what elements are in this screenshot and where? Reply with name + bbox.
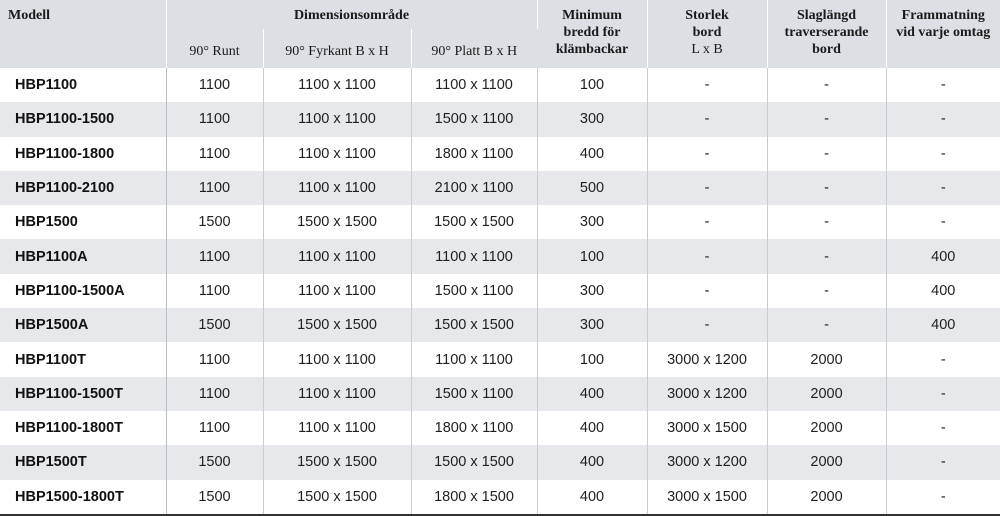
header-fram-line2: vid varje omtag	[896, 25, 991, 40]
cell-storlek: -	[647, 137, 767, 171]
cell-model: HBP1100-1500A	[0, 274, 166, 308]
cell-frammatning: -	[886, 171, 1000, 205]
cell-slaglangd: 2000	[767, 377, 886, 411]
table-body	[0, 68, 1000, 515]
cell-fyrkant: 1500 x 1500	[263, 308, 411, 342]
table-header	[0, 0, 1000, 68]
cell-platt: 1500 x 1500	[411, 205, 537, 239]
table-row	[0, 308, 1000, 342]
cell-slaglangd: -	[767, 102, 886, 136]
cell-frammatning: 400	[886, 239, 1000, 273]
cell-minimum: 400	[537, 445, 647, 479]
cell-storlek: 3000 x 1200	[647, 377, 767, 411]
cell-platt: 1500 x 1100	[411, 102, 537, 136]
cell-minimum: 400	[537, 377, 647, 411]
cell-runt: 1100	[166, 137, 263, 171]
header-model: Modell	[0, 0, 166, 68]
cell-platt: 1100 x 1100	[411, 68, 537, 102]
cell-minimum: 100	[537, 342, 647, 376]
cell-model: HBP1100T	[0, 342, 166, 376]
cell-fyrkant: 1100 x 1100	[263, 411, 411, 445]
cell-slaglangd: -	[767, 68, 886, 102]
cell-runt: 1100	[166, 68, 263, 102]
header-platt: 90° Platt B x H	[411, 29, 537, 68]
cell-frammatning: 400	[886, 274, 1000, 308]
cell-slaglangd: -	[767, 239, 886, 273]
header-fram-line1: Frammatning	[901, 8, 985, 23]
header-slag-line1: Slaglängd	[796, 8, 857, 23]
cell-fyrkant: 1100 x 1100	[263, 102, 411, 136]
cell-frammatning: -	[886, 137, 1000, 171]
cell-fyrkant: 1100 x 1100	[263, 274, 411, 308]
cell-platt: 1500 x 1500	[411, 445, 537, 479]
header-storlek-line1: Storlek	[685, 8, 729, 23]
cell-model: HBP1500A	[0, 308, 166, 342]
cell-fyrkant: 1500 x 1500	[263, 445, 411, 479]
cell-slaglangd: 2000	[767, 411, 886, 445]
cell-minimum: 300	[537, 102, 647, 136]
cell-model: HBP1500T	[0, 445, 166, 479]
cell-runt: 1100	[166, 411, 263, 445]
cell-minimum: 300	[537, 205, 647, 239]
header-slaglangd	[767, 0, 886, 68]
cell-model: HBP1100A	[0, 239, 166, 273]
cell-storlek: -	[647, 171, 767, 205]
table-row	[0, 445, 1000, 479]
cell-frammatning: -	[886, 68, 1000, 102]
cell-slaglangd: 2000	[767, 342, 886, 376]
cell-model: HBP1100-1500	[0, 102, 166, 136]
cell-runt: 1500	[166, 480, 263, 515]
cell-slaglangd: -	[767, 205, 886, 239]
cell-storlek: 3000 x 1500	[647, 411, 767, 445]
header-slag-line2: traverserande	[784, 25, 869, 40]
cell-slaglangd: 2000	[767, 480, 886, 515]
cell-runt: 1100	[166, 102, 263, 136]
cell-platt: 1100 x 1100	[411, 239, 537, 273]
header-minimum-line1: Minimum	[562, 8, 622, 23]
cell-fyrkant: 1100 x 1100	[263, 68, 411, 102]
cell-platt: 1500 x 1100	[411, 377, 537, 411]
cell-fyrkant: 1100 x 1100	[263, 239, 411, 273]
cell-storlek: -	[647, 205, 767, 239]
table-row	[0, 205, 1000, 239]
cell-runt: 1500	[166, 205, 263, 239]
cell-fyrkant: 1500 x 1500	[263, 205, 411, 239]
cell-platt: 1800 x 1100	[411, 137, 537, 171]
cell-minimum: 100	[537, 239, 647, 273]
cell-platt: 1800 x 1100	[411, 411, 537, 445]
cell-frammatning: -	[886, 445, 1000, 479]
cell-minimum: 400	[537, 480, 647, 515]
header-storlek	[647, 0, 767, 68]
cell-slaglangd: -	[767, 308, 886, 342]
table-row	[0, 239, 1000, 273]
cell-fyrkant: 1100 x 1100	[263, 377, 411, 411]
header-minimum	[537, 0, 647, 68]
cell-model: HBP1100-1800T	[0, 411, 166, 445]
cell-slaglangd: 2000	[767, 445, 886, 479]
header-minimum-line3: klämbackar	[555, 42, 629, 57]
cell-storlek: 3000 x 1200	[647, 445, 767, 479]
cell-minimum: 300	[537, 308, 647, 342]
cell-frammatning: -	[886, 377, 1000, 411]
table-row	[0, 377, 1000, 411]
cell-runt: 1100	[166, 342, 263, 376]
cell-platt: 1500 x 1500	[411, 308, 537, 342]
cell-fyrkant: 1500 x 1500	[263, 480, 411, 515]
cell-frammatning: -	[886, 480, 1000, 515]
header-slag-line3: bord	[812, 42, 841, 57]
cell-minimum: 300	[537, 274, 647, 308]
cell-runt: 1500	[166, 445, 263, 479]
cell-frammatning: -	[886, 102, 1000, 136]
cell-fyrkant: 1100 x 1100	[263, 171, 411, 205]
cell-fyrkant: 1100 x 1100	[263, 342, 411, 376]
cell-platt: 1500 x 1100	[411, 274, 537, 308]
table-row	[0, 171, 1000, 205]
table-row	[0, 411, 1000, 445]
cell-slaglangd: -	[767, 137, 886, 171]
cell-fyrkant: 1100 x 1100	[263, 137, 411, 171]
cell-model: HBP1100-1500T	[0, 377, 166, 411]
table-row	[0, 68, 1000, 102]
cell-runt: 1100	[166, 377, 263, 411]
table-row	[0, 342, 1000, 376]
cell-storlek: -	[647, 308, 767, 342]
table-row	[0, 480, 1000, 515]
cell-slaglangd: -	[767, 274, 886, 308]
cell-frammatning: -	[886, 342, 1000, 376]
cell-storlek: 3000 x 1200	[647, 342, 767, 376]
cell-runt: 1100	[166, 274, 263, 308]
cell-model: HBP1500	[0, 205, 166, 239]
cell-model: HBP1100-1800	[0, 137, 166, 171]
header-dimension-group: Dimensionsområde	[166, 0, 537, 29]
cell-platt: 1800 x 1500	[411, 480, 537, 515]
cell-model: HBP1100-2100	[0, 171, 166, 205]
cell-model: HBP1100	[0, 68, 166, 102]
cell-minimum: 500	[537, 171, 647, 205]
cell-platt: 1100 x 1100	[411, 342, 537, 376]
cell-runt: 1500	[166, 308, 263, 342]
cell-minimum: 400	[537, 411, 647, 445]
header-fyrkant: 90° Fyrkant B x H	[263, 29, 411, 68]
table-row	[0, 102, 1000, 136]
cell-storlek: 3000 x 1500	[647, 480, 767, 515]
cell-slaglangd: -	[767, 171, 886, 205]
header-storlek-line3: L x B	[691, 42, 723, 57]
cell-runt: 1100	[166, 239, 263, 273]
header-storlek-line2: bord	[692, 25, 722, 40]
cell-runt: 1100	[166, 171, 263, 205]
cell-model: HBP1500-1800T	[0, 480, 166, 515]
header-frammatning	[886, 0, 1000, 68]
cell-minimum: 100	[537, 68, 647, 102]
table-row	[0, 274, 1000, 308]
cell-storlek: -	[647, 274, 767, 308]
header-minimum-line2: bredd för	[563, 25, 621, 40]
cell-platt: 2100 x 1100	[411, 171, 537, 205]
cell-storlek: -	[647, 68, 767, 102]
cell-minimum: 400	[537, 137, 647, 171]
table-row	[0, 137, 1000, 171]
cell-frammatning: -	[886, 411, 1000, 445]
cell-storlek: -	[647, 239, 767, 273]
cell-frammatning: 400	[886, 308, 1000, 342]
cell-storlek: -	[647, 102, 767, 136]
cell-frammatning: -	[886, 205, 1000, 239]
header-runt: 90° Runt	[166, 29, 263, 68]
